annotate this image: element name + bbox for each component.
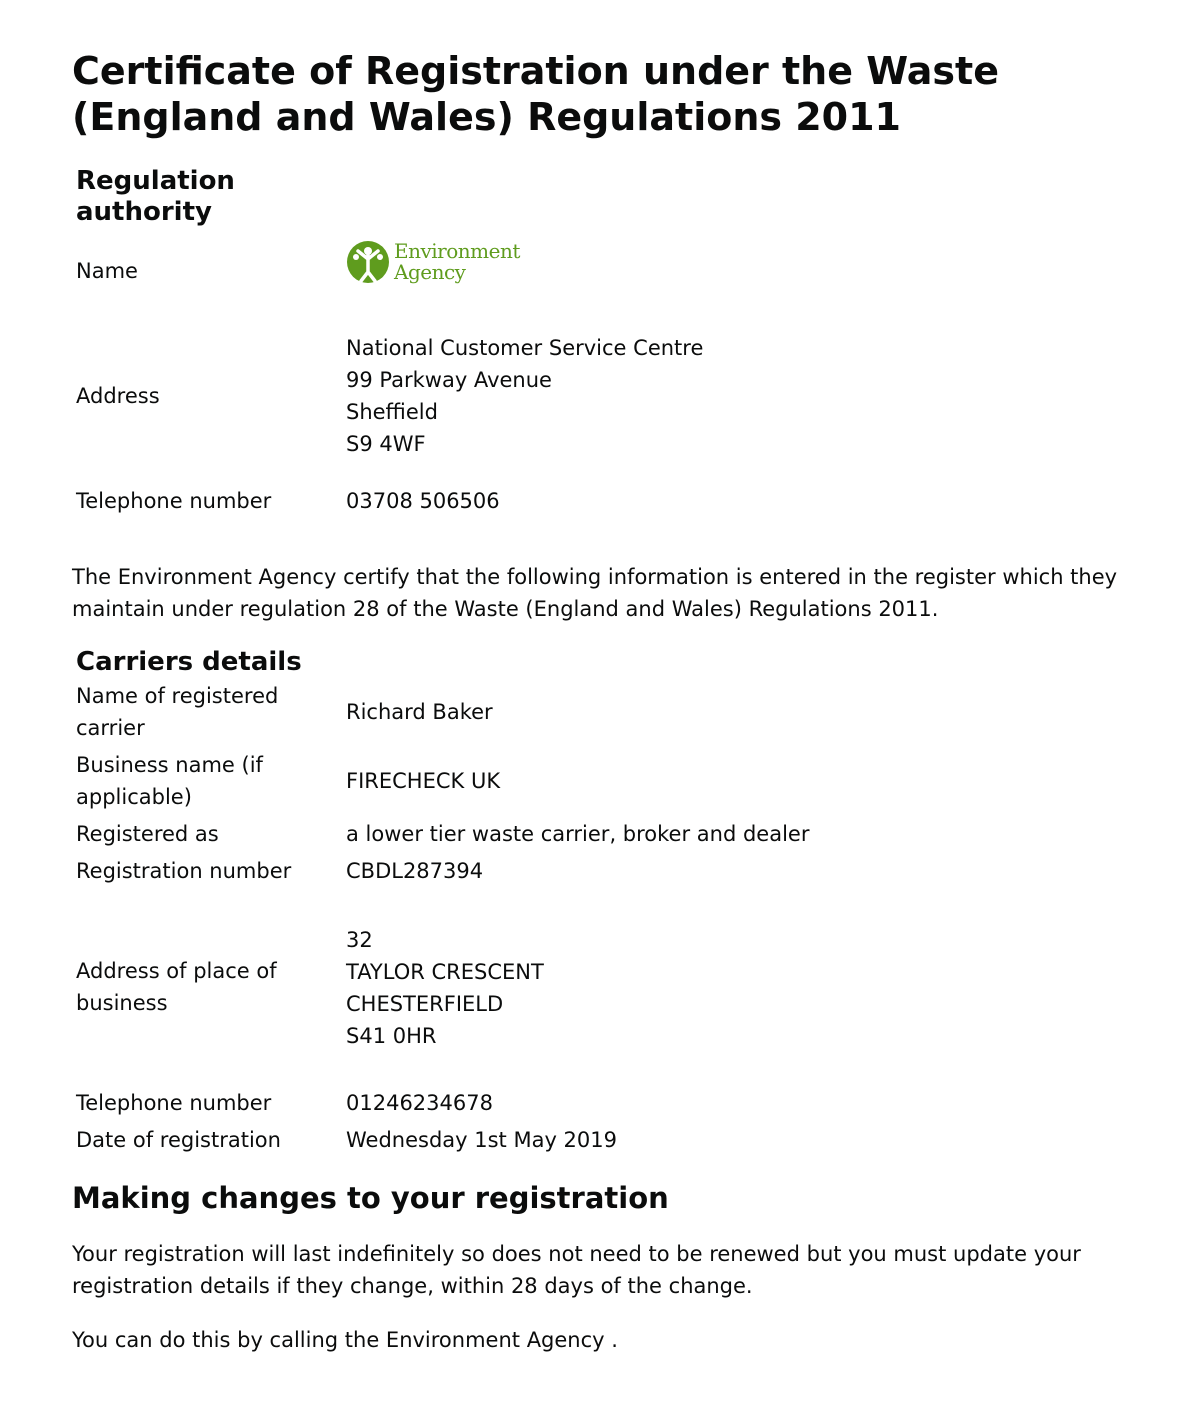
- carrier-registered-as-label: Registered as: [76, 822, 219, 846]
- certify-text: The Environment Agency certify that the following information is entered in the register which they maintain under regulation 28 of the Waste (England and Wales) Regulations 2011.: [72, 565, 1118, 621]
- carrier-business: FIRECHECK UK: [346, 769, 501, 793]
- carrier-name: Richard Baker: [346, 700, 493, 724]
- carrier-name-label: Name of registered carrier: [76, 684, 279, 740]
- carrier-address: [342, 887, 1110, 1087]
- carrier-reg-number-row: [72, 855, 1110, 887]
- authority-address-label: Address: [76, 384, 160, 408]
- authority-telephone-label: Telephone number: [76, 489, 272, 513]
- authority-name-row: [72, 232, 1110, 310]
- carrier-telephone-row: [72, 1087, 1110, 1124]
- carrier-heading: Carriers details: [76, 647, 302, 677]
- changes-paragraph-2: You can do this by calling the Environment Agency .: [72, 1328, 618, 1352]
- logo-line-1: Environment: [394, 238, 520, 263]
- logo-line-2: Agency: [394, 259, 466, 284]
- carrier-address-line: CHESTERFIELD: [346, 992, 504, 1016]
- authority-table: [72, 232, 1110, 520]
- page-title: Certificate of Registration under the Waste (England and Wales) Regulations 2011: [72, 49, 999, 139]
- carrier-address-label: Address of place of business: [76, 959, 277, 1015]
- authority-address-line: 99 Parkway Avenue: [346, 368, 552, 392]
- carrier-date-label: Date of registration: [76, 1128, 281, 1152]
- carrier-telephone-label: Telephone number: [76, 1091, 272, 1115]
- carrier-registered-as: a lower tier waste carrier, broker and dealer: [346, 822, 810, 846]
- environment-agency-tree-icon: [346, 238, 390, 286]
- carrier-address-line: TAYLOR CRESCENT: [346, 960, 544, 984]
- authority-telephone-row: [72, 482, 1110, 520]
- carrier-registered-as-row: [72, 818, 1110, 855]
- authority-address-line: National Customer Service Centre: [346, 336, 704, 360]
- authority-heading: Regulation authority: [76, 166, 235, 227]
- carrier-business-row: [72, 749, 1110, 818]
- carrier-date-row: [72, 1124, 1110, 1156]
- carrier-telephone: 01246234678: [346, 1091, 493, 1115]
- authority-address-line: S9 4WF: [346, 432, 426, 456]
- carrier-table: [72, 680, 1110, 1156]
- carrier-reg-number-label: Registration number: [76, 859, 292, 883]
- carrier-address-line: S41 0HR: [346, 1024, 437, 1048]
- carrier-name-row: [72, 680, 1110, 749]
- changes-heading: Making changes to your registration: [72, 1181, 669, 1215]
- carrier-address-line: 32: [346, 928, 373, 952]
- carrier-reg-number: CBDL287394: [346, 859, 484, 883]
- authority-telephone: 03708 506506: [346, 489, 500, 513]
- carrier-date: Wednesday 1st May 2019: [346, 1128, 618, 1152]
- authority-name-label: Name: [76, 259, 138, 283]
- authority-address-line: Sheffield: [346, 400, 438, 424]
- environment-agency-logo: [346, 238, 520, 286]
- carrier-business-label: Business name (if applicable): [76, 753, 263, 809]
- authority-logo: [342, 232, 1110, 310]
- authority-address-row: [72, 310, 1110, 482]
- carrier-address-row: [72, 887, 1110, 1087]
- changes-paragraph-1: Your registration will last indefinitely so does not need to be renewed but you must update your registration details if they change, within 28 days of the change.: [72, 1242, 1081, 1298]
- authority-address: [342, 310, 1110, 482]
